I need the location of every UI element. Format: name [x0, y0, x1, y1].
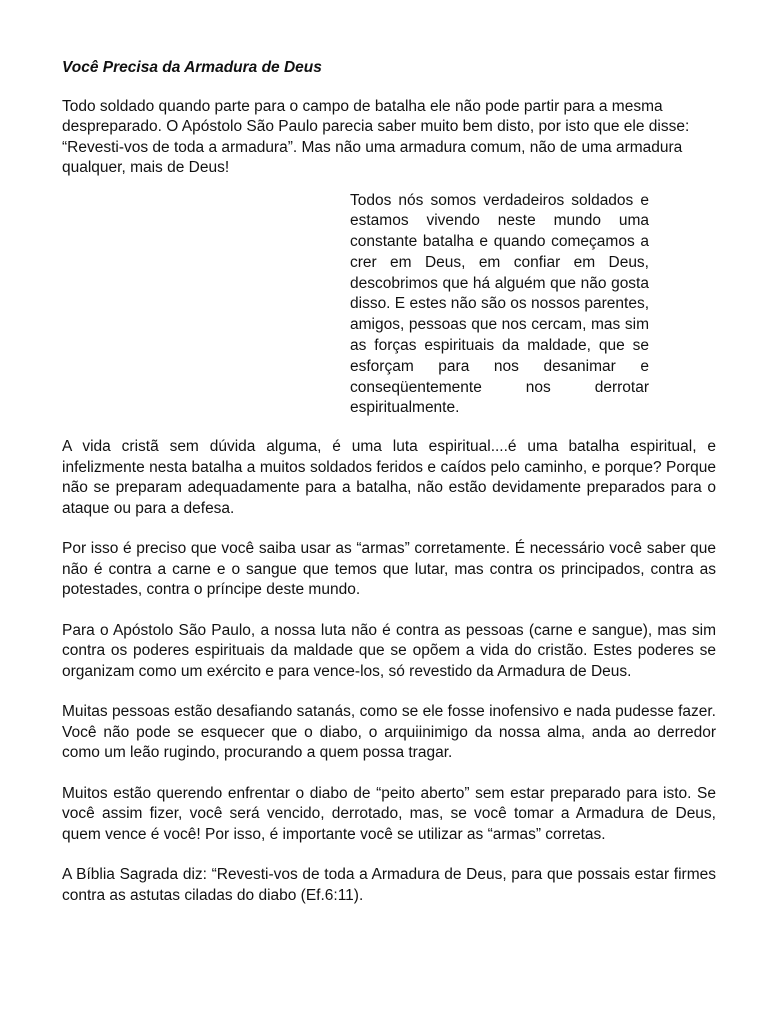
inset-paragraph: Todos nós somos verdadeiros soldados e estamos vivendo neste mundo uma constante batalha e quando começamos a crer em Deus, em confiar em Deus, descobrimos que há alguém que não gosta disso. E estes não são os nossos parentes, amigos, pessoas que nos cercam, mas sim as forças espirituais da maldade, que se esforçam para nos desanimar e conseqüentemente nos derrotar espiritualmente. — [350, 191, 649, 417]
body-paragraph-3: Para o Apóstolo São Paulo, a nossa luta não é contra as pessoas (carne e sangue), mas sim contra os poderes espirituais da maldade que se opõem a vida do cristão. Estes poderes se organizam como um exército e para vence-los, só revestido da Armadura de Deus. — [62, 621, 716, 680]
intro-paragraph: Todo soldado quando parte para o campo de batalha ele não pode partir para a mesma despreparado. O Apóstolo São Paulo parecia saber muito bem disto, por isto que ele disse: “Revesti-vos de toda a armadura”. Mas não uma armadura comum, não de uma armadura qualquer, mais de Deus! — [62, 97, 690, 176]
body-paragraph-6: A Bíblia Sagrada diz: “Revesti-vos de toda a Armadura de Deus, para que possais estar firmes contra as astutas ciladas do diabo (Ef.6:11). — [62, 866, 716, 904]
body-paragraph-2: Por isso é preciso que você saiba usar as “armas” corretamente. É necessário você saber que não é contra a carne e o sangue que temos que lutar, mas contra os principados, contra as potestades, contra o príncipe deste mundo. — [62, 540, 716, 599]
body-paragraph-5: Muitos estão querendo enfrentar o diabo de “peito aberto” sem estar preparado para isto. Se você assim fizer, você será vencido, derrotado, mas, se você tomar a Armadura de Deus, quem vence é você! Por isso, é importante você se utilizar as “armas” corretas. — [62, 784, 716, 843]
document-title: Você Precisa da Armadura de Deus — [62, 59, 322, 76]
document-page — [62, 58, 716, 926]
body-paragraph-1: A vida cristã sem dúvida alguma, é uma luta espiritual....é uma batalha espiritual, e infelizmente nesta batalha a muitos soldados feridos e caídos pelo caminho, e porque? Porque não se preparam adequadamente para a batalha, não estão devidamente preparados para o ataque ou para a defesa. — [62, 438, 716, 517]
body-paragraph-4: Muitas pessoas estão desafiando satanás, como se ele fosse inofensivo e nada pudesse fazer. Você não pode se esquecer que o diabo, o arquiinimigo da nossa alma, anda ao derredor como um leão rugindo, procurando a quem possa tragar. — [62, 703, 716, 762]
